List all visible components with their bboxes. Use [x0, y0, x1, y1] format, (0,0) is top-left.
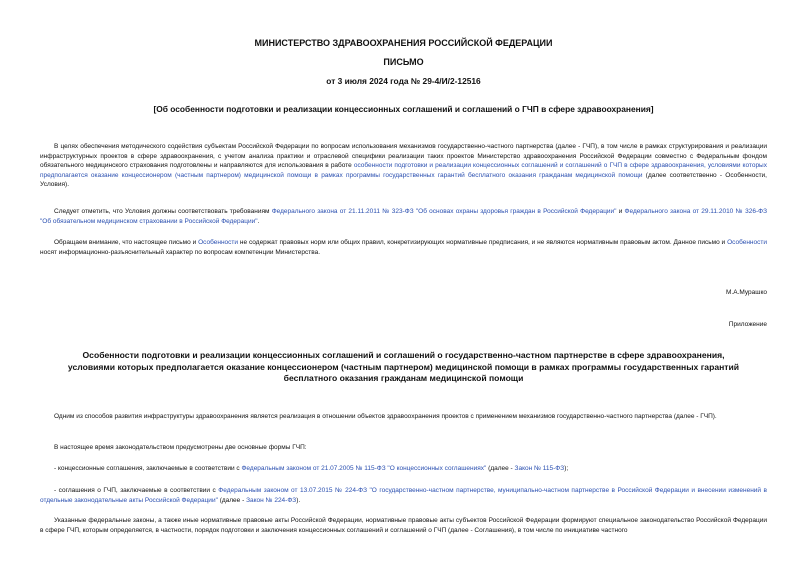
appendix-paragraph-1: Одним из способов развития инфраструктуры здравоохранения является реализация в отношении объектов здравоохранения проектов с применением механизмов государственно-частного партнерства (далее - ГЧП).	[54, 413, 717, 420]
document-date-number: от 3 июля 2024 года № 29-4/И/2-12516	[326, 76, 481, 86]
paragraph-text: (далее -	[217, 496, 247, 504]
appendix-label: Приложение	[728, 321, 767, 328]
link-law-323-fz[interactable]: Федерального закона от 21.11.2011 № 323-ФЗ "Об основах охраны здоровья граждан в Российской Федерации"	[271, 208, 617, 215]
letter-paragraph-2	[40, 207, 767, 226]
paragraph-text: ).	[296, 496, 301, 504]
paragraph-text: Обращаем внимание, что настоящее письмо и	[54, 239, 199, 246]
link-osobennosti[interactable]: Особенности	[727, 239, 767, 246]
link-law-115-fz[interactable]: Федеральным законом от 21.07.2005 № 115-ФЗ "О концессионных соглашениях"	[241, 465, 487, 472]
link-law-224-fz[interactable]: Федеральным законом от 13.07.2015 № 224-ФЗ "О государственно-частном партнерстве, муниципально-частном партнерстве в Российской Федерации и внесении изменений в отдельные законодательные акты Российской Федерации"	[40, 487, 768, 504]
appendix-paragraph-5: Указанные федеральные законы, а также иные нормативные правовые акты Российской Федерации, нормативные правовые акты субъектов Российской Федерации формируют специальное законодательство Российской Федерации в сфере ГЧП, которым определяется, в частности, порядок подготовки и заключения концессионных соглашений и соглашений о ГЧП (далее - Соглашения), в том числе по инициативе частного	[40, 517, 767, 534]
paragraph-text: );	[564, 465, 569, 472]
document-subject: [Об особенности подготовки и реализации концессионных соглашений и соглашений о ГЧП в сфере здравоохранения]	[153, 104, 654, 114]
paragraph-text: носят информационно-разъяснительный характер по вопросам компетенции Министерства.	[40, 248, 320, 256]
appendix-paragraph-2: В настоящее время законодательством предусмотрены две основные формы ГЧП:	[54, 444, 307, 451]
paragraph-text: (далее соответственно - Особенности, Условия).	[40, 171, 767, 189]
letter-paragraph-3	[40, 238, 767, 257]
letter-paragraph-1	[40, 142, 767, 190]
appendix-paragraph-3	[40, 464, 767, 474]
link-osobennosti[interactable]: Особенности	[198, 239, 239, 246]
paragraph-text: не содержат правовых норм или общих правил, конкретизирующих нормативные предписания, и не являются нормативным правовым актом. Данное письмо и	[238, 239, 728, 246]
paragraph-text: - соглашения о ГЧП, заключаемые в соответствии с	[54, 487, 219, 494]
signature: М.А.Мурашко	[725, 289, 767, 296]
paragraph-text: - концессионные соглашения, заключаемые в соответствии с	[54, 465, 242, 472]
link-osobennosti-document[interactable]: особенности подготовки и реализации концессионных соглашений и соглашений о ГЧП в сфере здравоохранения, условиями которых предполагается оказание концессионером (частным партнером) медицинской помощи в рамках программы государственных гарантий бесплатного оказания гражданам медицинской помощи	[40, 162, 767, 179]
appendix-paragraph-4	[40, 486, 767, 505]
link-zakon-224-fz[interactable]: Закон № 224-ФЗ	[246, 496, 297, 504]
paragraph-text: .	[257, 217, 260, 225]
link-law-326-fz[interactable]: Федерального закона от 29.11.2010 № 326-ФЗ "Об обязательном медицинском страховании в Российской Федерации"	[40, 208, 767, 225]
paragraph-text: (далее -	[486, 465, 515, 472]
paragraph-text: и	[616, 208, 625, 215]
appendix-title: Особенности подготовки и реализации концессионных соглашений и соглашений о государственно-частном партнерстве в сфере здравоохранения, условиями которых предполагается оказание концессионером (частным партнером) медицинской помощи в рамках программы государственных гарантий бесплатного оказания гражданам медицинской помощи	[67, 350, 740, 383]
document-type: ПИСЬМО	[383, 57, 424, 67]
paragraph-text: В целях обеспечения методического содействия субъектам Российской Федерации по вопросам использования механизмов государственно-частного партнерства (далее - ГЧП), в том числе в рамках структурирования и реализации инфраструктурных проектов в сфере здравоохранения, с учетом анализа практики и отраслевой специфики реализации таких проектов Министерство здравоохранения Российской Федерации совместно с Федеральным фондом обязательного медицинского страхования подготовлены и направляются для использования в работе	[40, 143, 767, 170]
link-zakon-115-fz[interactable]: Закон № 115-ФЗ	[514, 465, 565, 472]
ministry-heading: МИНИСТЕРСТВО ЗДРАВООХРАНЕНИЯ РОССИЙСКОЙ ФЕДЕРАЦИИ	[254, 38, 553, 48]
paragraph-text: Следует отметить, что Условия должны соответствовать требованиям	[54, 208, 272, 215]
